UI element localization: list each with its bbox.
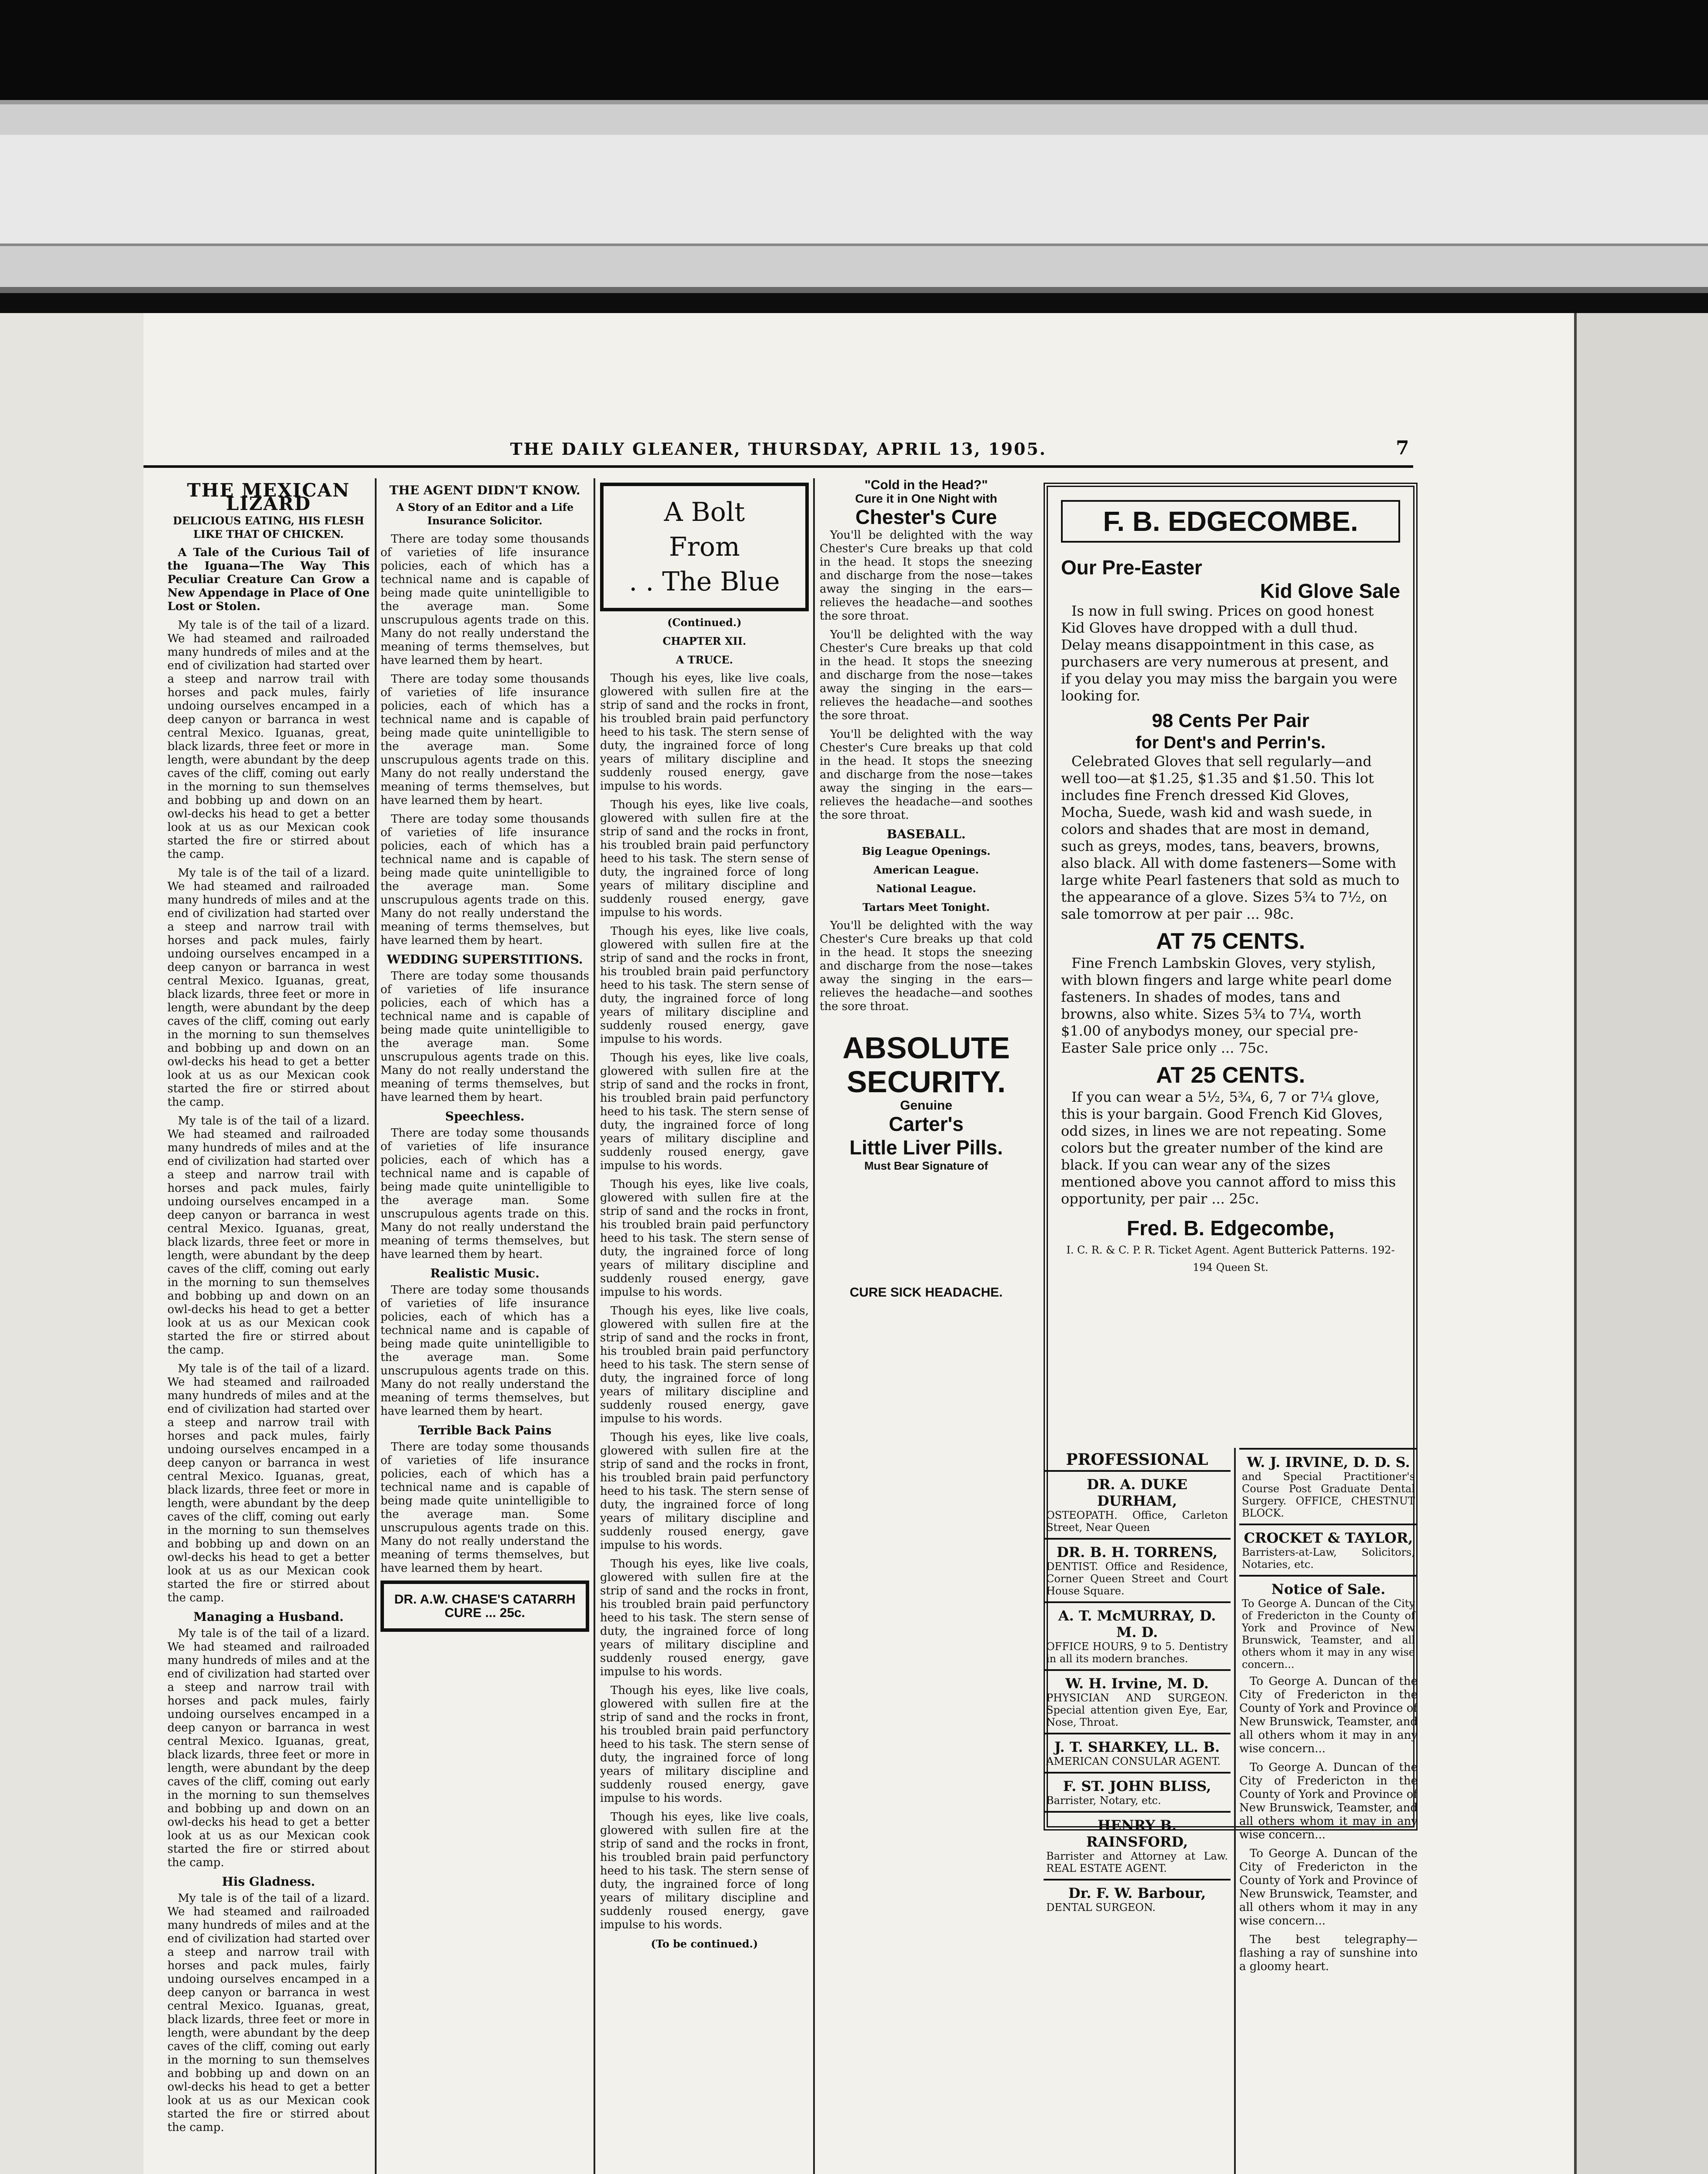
card-name: A. T. McMURRAY, D. M. D.: [1058, 1607, 1216, 1641]
professional-card: [1044, 1772, 1231, 1811]
cold-ad-headline: "Cold in the Head?": [864, 478, 988, 492]
story-body: Though his eyes, like live coals, glowered with sullen fire at the strip of sand and the rocks in front, his troubled brain paid perfunctory heed to his task. The stern sense of duty, the ingrained force of long years of military discipline and suddenly roused energy, gave impulse to his words.: [600, 1304, 809, 1425]
professional-card: [1239, 1524, 1418, 1575]
article-body: There are today some thousands of varieties of life insurance policies, each of which has a technical name and is capable of being made quite unintelligible to the average man. Some unscrupulous agents trade on this. Many do not really understand the meaning of terms themselves, but have learned them by heart.: [380, 813, 589, 947]
article-title: THE MEXICAN LIZARD: [187, 480, 350, 514]
masthead: THE DAILY GLEANER, THURSDAY, APRIL 13, 1905.: [143, 439, 1413, 468]
story-body: Though his eyes, like live coals, glowered with sullen fire at the strip of sand and the rocks in front, his troubled brain paid perfunctory heed to his task. The stern sense of duty, the ingrained force of long years of military discipline and suddenly roused energy, gave impulse to his words.: [600, 925, 809, 1046]
card-name: J. T. SHARKEY, LL. B.: [1054, 1739, 1220, 1755]
story-body: Though his eyes, like live coals, glowered with sullen fire at the strip of sand and the rocks in front, his troubled brain paid perfunctory heed to his task. The stern sense of duty, the ingrained force of long years of military discipline and suddenly roused energy, gave impulse to his words.: [600, 798, 809, 919]
catarrh-cure-ad: DR. A.W. CHASE'S CATARRH CURE ... 25c.: [380, 1580, 589, 1632]
story-title-line: . . The Blue: [629, 567, 780, 597]
article-body: There are today some thousands of varieties of life insurance policies, each of which has a technical name and is capable of being made quite unintelligible to the average man. Some unscrupulous agents trade on this. Many do not really understand the meaning of terms themselves, but have learned them by heart.: [380, 533, 589, 667]
subhead: His Gladness.: [222, 1874, 315, 1889]
article-subtitle: A Story of an Editor and a Life Insurance Solicitor.: [396, 501, 574, 527]
notice-body: To George A. Duncan of the City of Fredericton in the County of York and Province of New Brunswick, Teamster, and all others whom it may in any wise concern...: [1239, 1847, 1418, 1927]
story-body: Though his eyes, like live coals, glowered with sullen fire at the strip of sand and the rocks in front, his troubled brain paid perfunctory heed to his task. The stern sense of duty, the ingrained force of long years of military discipline and suddenly roused energy, gave impulse to his words.: [600, 672, 809, 793]
story-body: Though his eyes, like live coals, glowered with sullen fire at the strip of sand and the rocks in front, his troubled brain paid perfunctory heed to his task. The stern sense of duty, the ingrained force of long years of military discipline and suddenly roused energy, gave impulse to his words.: [600, 1557, 809, 1678]
story-body: Though his eyes, like live coals, glowered with sullen fire at the strip of sand and the rocks in front, his troubled brain paid perfunctory heed to his task. The stern sense of duty, the ingrained force of long years of military discipline and suddenly roused energy, gave impulse to his words.: [600, 1051, 809, 1172]
article-body: My tale is of the tail of a lizard. We had steamed and railroaded many hundreds of miles and at the end of civilization had started over a steep and narrow trail with horses and pack mules, fairly undoing ourselves encamped in a deep canyon or barranca in west central Mexico. Iguanas, great, black lizards, three feet or more in length, were abundant by the deep caves of the cliff, coming out early in the morning to sun themselves and bobbing up and down on an owl-decks his head to get a better look at us as our Mexican cook started the fire or stirred about the camp.: [167, 867, 370, 1109]
price-heading-98: 98 Cents Per Pair: [1152, 710, 1309, 731]
article-body: My tale is of the tail of a lizard. We had steamed and railroaded many hundreds of miles and at the end of civilization had started over a steep and narrow trail with horses and pack mules, fairly undoing ourselves encamped in a deep canyon or barranca in west central Mexico. Iguanas, great, black lizards, three feet or more in length, were abundant by the deep caves of the cliff, coming out early in the morning to sun themselves and bobbing up and down on an owl-decks his head to get a better look at us as our Mexican cook started the fire or stirred about the camp.: [167, 1892, 370, 2134]
professional-card: [1044, 1470, 1231, 1538]
card-text: DENTAL SURGEON.: [1046, 1901, 1156, 1914]
signature-name: Fred. B. Edgecombe,: [1127, 1217, 1334, 1240]
card-text: and Special Practitioner's Course Post Graduate Dental Surgery. OFFICE, CHESTNUT BLOCK.: [1242, 1470, 1415, 1519]
card-name: W. J. IRVINE, D. D. S.: [1247, 1454, 1410, 1470]
ad-body: You'll be delighted with the way Chester's Cure breaks up that cold in the head. It stops the sneezing and discharge from the nose—takes away the singing in the ears—relieves the headache—and soothes the sore throat.: [820, 919, 1033, 1013]
notice-footer: The best telegraphy—flashing a ray of sunshine into a gloomy heart.: [1239, 1933, 1418, 1973]
store-name: F. B. EDGECOMBE.: [1061, 500, 1400, 543]
genuine-label: Genuine: [900, 1098, 952, 1113]
price-heading-75: AT 75 CENTS.: [1156, 929, 1305, 954]
subhead: Speechless.: [445, 1109, 525, 1124]
sale-description: Celebrated Gloves that sell regularly—and well too—at $1.25, $1.35 and $1.50. This lot includes fine French dressed Kid Gloves, Mocha, Suede, wash kid and wash suede, in colors and shades that are most in demand, such as greys, modes, tans, beavers, browns, also black. All with dome fasteners—Some with large white Pearl fasteners that sold as much to the appearance of a glove. Sizes 5¾ to 7½, on sale tomorrow at per pair ... 98c.: [1061, 753, 1400, 922]
cure-label: CURE SICK HEADACHE.: [850, 1285, 1003, 1300]
article-body: There are today some thousands of varieties of life insurance policies, each of which has a technical name and is capable of being made quite unintelligible to the average man. Some unscrupulous agents trade on this. Many do not really understand the meaning of terms themselves, but have learned them by heart.: [380, 673, 589, 807]
card-text: Barristers-at-Law, Solicitors, Notaries, etc.: [1242, 1546, 1415, 1570]
card-text: To George A. Duncan of the City of Fredericton in the County of York and Province of New Brunswick, Teamster, and all others whom it may in any wise concern...: [1242, 1597, 1415, 1671]
scan-border-top: [0, 0, 1708, 104]
security-heading: SECURITY.: [847, 1065, 1006, 1099]
card-name: HENRY B. RAINSFORD,: [1086, 1817, 1188, 1850]
column-rule: [1234, 1448, 1236, 2174]
notice-body: To George A. Duncan of the City of Fredericton in the County of York and Province of New Brunswick, Teamster, and all others whom it may in any wise concern...: [1239, 1675, 1418, 1755]
article-body: My tale is of the tail of a lizard. We had steamed and railroaded many hundreds of miles and at the end of civilization had started over a steep and narrow trail with horses and pack mules, fairly undoing ourselves encamped in a deep canyon or barranca in west central Mexico. Iguanas, great, black lizards, three feet or more in length, were abundant by the deep caves of the cliff, coming out early in the morning to sun themselves and bobbing up and down on an owl-decks his head to get a better look at us as our Mexican cook started the fire or stirred about the camp.: [167, 1362, 370, 1604]
professional-header: PROFESSIONAL: [1066, 1450, 1208, 1469]
chapter-label: CHAPTER XII.: [662, 635, 747, 647]
absolute-heading: ABSOLUTE: [842, 1031, 1010, 1065]
article-body: My tale is of the tail of a lizard. We had steamed and railroaded many hundreds of miles and at the end of civilization had started over a steep and narrow trail with horses and pack mules, fairly undoing ourselves encamped in a deep canyon or barranca in west central Mexico. Iguanas, great, black lizards, three feet or more in length, were abundant by the deep caves of the cliff, coming out early in the morning to sun themselves and bobbing up and down on an owl-decks his head to get a better look at us as our Mexican cook started the fire or stirred about the camp.: [167, 619, 370, 861]
professional-card: [1044, 1669, 1231, 1733]
professional-card: [1044, 1879, 1231, 1918]
signature-sub: I. C. R. & C. P. R. Ticket Agent. Agent Butterick Patterns. 192-194 Queen St.: [1066, 1244, 1395, 1274]
section-label: A TRUCE.: [676, 654, 733, 666]
column-mexican-lizard: [167, 478, 370, 2174]
article-lead: A Tale of the Curious Tail of the Iguana—The Way This Peculiar Creature Can Grow a New Appendage in Place of One Lost or Stolen.: [167, 546, 370, 613]
scanner-strip: [0, 100, 1708, 293]
article-body: There are today some thousands of varieties of life insurance policies, each of which has a technical name and is capable of being made quite unintelligible to the average man. Some unscrupulous agents trade on this. Many do not really understand the meaning of terms themselves, but have learned them by heart.: [380, 1440, 589, 1575]
carters-title: Carter's: [888, 1113, 964, 1135]
subhead: Realistic Music.: [430, 1266, 540, 1280]
professional-card: [1044, 1538, 1231, 1601]
price-subheading-98: for Dent's and Perrin's.: [1135, 733, 1326, 752]
sale-description: Is now in full swing. Prices on good honest Kid Gloves have dropped with a dull thud. Delay means disappointment in this case, as purchasers are very numerous at present, and if you delay you may miss the bargain you were looking for.: [1061, 603, 1398, 704]
sale-description: Fine French Lambskin Gloves, very stylish, with blown fingers and large white pearl dome fasteners. In shades of modes, tans and browns, also white. Sizes 5¾ to 7¼, worth $1.00 of anybodys money, our special pre-Easter Sale price only ... 75c.: [1061, 955, 1392, 1056]
page-number: 7: [1396, 437, 1409, 459]
story-title-line: From: [669, 532, 740, 562]
sale-line-1: Our Pre-Easter: [1061, 556, 1202, 579]
card-name: DR. A. DUKE DURHAM,: [1087, 1476, 1188, 1509]
chesters-cure-title: Chester's Cure: [855, 506, 997, 528]
article-body: There are today some thousands of varieties of life insurance policies, each of which has a technical name and is capable of being made quite unintelligible to the average man. Some unscrupulous agents trade on this. Many do not really understand the meaning of terms themselves, but have learned them by heart.: [380, 1127, 589, 1261]
column-ads-baseball: [820, 478, 1033, 2174]
article-body: There are today some thousands of varieties of life insurance policies, each of which has a technical name and is capable of being made quite unintelligible to the average man. Some unscrupulous agents trade on this. Many do not really understand the meaning of terms themselves, but have learned them by heart.: [380, 970, 589, 1104]
subhead: Managing a Husband.: [193, 1610, 344, 1624]
ad-body: You'll be delighted with the way Chester's Cure breaks up that cold in the head. It stops the sneezing and discharge from the nose—takes away the singing in the ears—relieves the headache—and soothes the sore throat.: [820, 728, 1033, 822]
price-heading-25: AT 25 CENTS.: [1156, 1063, 1305, 1088]
column-professional: [1044, 1448, 1231, 2174]
card-text: OFFICE HOURS, 9 to 5. Dentistry in all its modern branches.: [1046, 1641, 1228, 1665]
card-name: F. ST. JOHN BLISS,: [1063, 1778, 1211, 1794]
sale-line-2: Kid Glove Sale: [1260, 580, 1400, 602]
card-text: AMERICAN CONSULAR AGENT.: [1046, 1755, 1221, 1767]
professional-card: [1044, 1601, 1231, 1669]
next-page-edge: [1574, 313, 1708, 2174]
card-name: Dr. F. W. Barbour,: [1068, 1885, 1206, 1901]
article-title: THE AGENT DIDN'T KNOW.: [389, 483, 580, 497]
professional-card: [1044, 1811, 1231, 1879]
card-text: Barrister, Notary, etc.: [1046, 1794, 1161, 1807]
big-league-label: Big League Openings.: [862, 845, 991, 857]
card-text: Barrister and Attorney at Law. REAL ESTATE AGENT.: [1046, 1850, 1228, 1874]
subhead: Terrible Back Pains: [418, 1423, 552, 1437]
signature-label: Must Bear Signature of: [864, 1159, 988, 1172]
story-title-line: A Bolt: [664, 497, 745, 527]
card-text: PHYSICIAN AND SURGEON. Special attention given Eye, Ear, Nose, Throat.: [1046, 1692, 1228, 1728]
continued-note: (To be continued.): [651, 1937, 758, 1950]
continued-label: (Continued.): [667, 616, 742, 629]
pills-title: Little Liver Pills.: [849, 1136, 1003, 1159]
column-rule: [813, 478, 815, 2174]
story-body: Though his eyes, like live coals, glowered with sullen fire at the strip of sand and the rocks in front, his troubled brain paid perfunctory heed to his task. The stern sense of duty, the ingrained force of long years of military discipline and suddenly roused energy, gave impulse to his words.: [600, 1178, 809, 1299]
professional-card: [1044, 1733, 1231, 1772]
card-text: DENTIST. Office and Residence, Corner Queen Street and Court House Square.: [1046, 1560, 1228, 1597]
national-league-label: National League.: [876, 882, 976, 895]
article-body: My tale is of the tail of a lizard. We had steamed and railroaded many hundreds of miles and at the end of civilization had started over a steep and narrow trail with horses and pack mules, fairly undoing ourselves encamped in a deep canyon or barranca in west central Mexico. Iguanas, great, black lizards, three feet or more in length, were abundant by the deep caves of the cliff, coming out early in the morning to sun themselves and bobbing up and down on an owl-decks his head to get a better look at us as our Mexican cook started the fire or stirred about the camp.: [167, 1627, 370, 1869]
ad-body: You'll be delighted with the way Chester's Cure breaks up that cold in the head. It stops the sneezing and discharge from the nose—takes away the singing in the ears—relieves the headache—and soothes the sore throat.: [820, 529, 1033, 623]
card-name: W. H. Irvine, M. D.: [1065, 1675, 1209, 1692]
story-title-box: [600, 483, 809, 611]
sale-description: If you can wear a 5½, 5¾, 6, 7 or 7¼ glove, this is your bargain. Good French Kid Gloves, odd sizes, in lines we are not repeating. Some colors but the greater number of the kind are black. If you can wear any of the sizes mentioned above you cannot afford to miss this opportunity, per pair ... 25c.: [1061, 1089, 1396, 1207]
baseball-heading: BASEBALL.: [887, 827, 966, 841]
notice-card: [1239, 1575, 1418, 1675]
professional-card: [1239, 1448, 1418, 1524]
scanner-strip-inner: [0, 135, 1708, 246]
story-body: Though his eyes, like live coals, glowered with sullen fire at the strip of sand and the rocks in front, his troubled brain paid perfunctory heed to his task. The stern sense of duty, the ingrained force of long years of military discipline and suddenly roused energy, gave impulse to his words.: [600, 1684, 809, 1805]
tartars-label: Tartars Meet Tonight.: [862, 901, 990, 914]
card-name: CROCKET & TAYLOR,: [1244, 1530, 1413, 1546]
article-subtitle: DELICIOUS EATING, HIS FLESH LIKE THAT OF CHICKEN.: [173, 514, 364, 540]
article-body: There are today some thousands of varieties of life insurance policies, each of which has a technical name and is capable of being made quite unintelligible to the average man. Some unscrupulous agents trade on this. Many do not really understand the meaning of terms themselves, but have learned them by heart.: [380, 1284, 589, 1418]
column-notices: [1239, 1448, 1418, 2174]
column-rule: [375, 478, 377, 2174]
column-rule: [594, 478, 595, 2174]
card-text: OSTEOPATH. Office, Carleton Street, Near Queen: [1046, 1509, 1228, 1534]
story-body: Though his eyes, like live coals, glowered with sullen fire at the strip of sand and the rocks in front, his troubled brain paid perfunctory heed to his task. The stern sense of duty, the ingrained force of long years of military discipline and suddenly roused energy, gave impulse to his words.: [600, 1811, 809, 1931]
card-name: Notice of Sale.: [1271, 1581, 1386, 1597]
article-body: My tale is of the tail of a lizard. We had steamed and railroaded many hundreds of miles and at the end of civilization had started over a steep and narrow trail with horses and pack mules, fairly undoing ourselves encamped in a deep canyon or barranca in west central Mexico. Iguanas, great, black lizards, three feet or more in length, were abundant by the deep caves of the cliff, coming out early in the morning to sun themselves and bobbing up and down on an owl-decks his head to get a better look at us as our Mexican cook started the fire or stirred about the camp.: [167, 1114, 370, 1357]
american-league-label: American League.: [873, 864, 979, 876]
previous-page-edge: [0, 313, 146, 2174]
story-body: Though his eyes, like live coals, glowered with sullen fire at the strip of sand and the rocks in front, his troubled brain paid perfunctory heed to his task. The stern sense of duty, the ingrained force of long years of military discipline and suddenly roused energy, gave impulse to his words.: [600, 1431, 809, 1552]
notice-body: To George A. Duncan of the City of Fredericton in the County of York and Province of New Brunswick, Teamster, and all others whom it may in any wise concern...: [1239, 1761, 1418, 1841]
ad-body: You'll be delighted with the way Chester's Cure breaks up that cold in the head. It stops the sneezing and discharge from the nose—takes away the singing in the ears—relieves the headache—and soothes the sore throat.: [820, 628, 1033, 722]
card-name: DR. B. H. TORRENS,: [1056, 1544, 1218, 1560]
column-agent: [380, 478, 589, 2174]
subhead: WEDDING SUPERSTITIONS.: [387, 952, 583, 967]
column-bolt-from-blue: [600, 478, 809, 2174]
cold-ad-subline: Cure it in One Night with: [855, 492, 997, 505]
